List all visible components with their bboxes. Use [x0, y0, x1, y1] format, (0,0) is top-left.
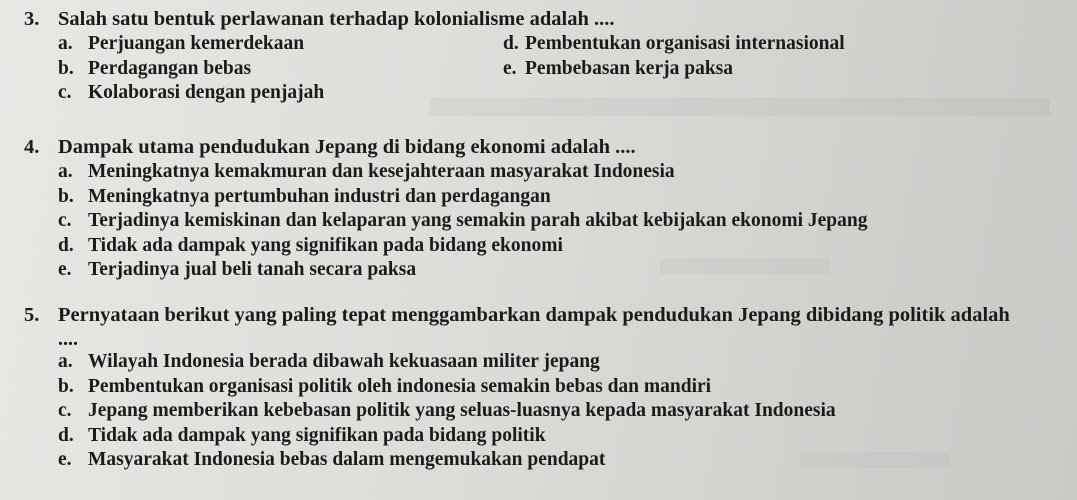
option-d	[58, 234, 1069, 259]
options-two-column	[58, 32, 1069, 106]
question-stem	[24, 6, 1069, 32]
option-d	[58, 424, 1069, 449]
option-d	[503, 32, 928, 57]
question-4	[24, 134, 1069, 283]
option-text: Masyarakat Indonesia bebas dalam mengemukakan pendapat	[88, 449, 606, 470]
question-3	[24, 6, 1069, 106]
question-5	[24, 302, 1069, 473]
option-letter: d.	[503, 33, 519, 54]
option-a	[58, 32, 483, 57]
option-e	[503, 57, 928, 82]
option-b	[58, 185, 1069, 210]
question-number: 4.	[24, 136, 40, 158]
option-letter: a.	[58, 161, 73, 182]
option-text: Terjadinya kemiskinan dan kelaparan yang semakin parah akibat kebijakan ekonomi Jepang	[88, 210, 868, 231]
options-left-column	[58, 32, 483, 106]
option-text: Pembentukan organisasi internasional	[525, 33, 845, 54]
question-text: Salah satu bentuk perlawanan terhadap kolonialisme adalah ....	[58, 8, 615, 30]
question-number: 3.	[24, 8, 40, 30]
options-right-column	[503, 32, 928, 106]
option-text: Perjuangan kemerdekaan	[88, 33, 305, 54]
option-letter: b.	[58, 57, 74, 79]
question-stem	[24, 134, 1069, 160]
option-letter: b.	[58, 375, 74, 397]
option-c	[58, 81, 483, 106]
option-letter: b.	[58, 185, 74, 207]
option-e	[58, 448, 1069, 473]
option-letter: a.	[58, 33, 73, 54]
option-a	[58, 350, 1069, 375]
option-text: Pembentukan organisasi politik oleh indonesia semakin bebas dan mandiri	[88, 375, 712, 397]
option-letter: d.	[58, 424, 74, 446]
option-b	[58, 375, 1069, 400]
option-a	[58, 160, 1069, 185]
option-c	[58, 399, 1069, 424]
option-text: Jepang memberikan kebebasan politik yang seluas-luasnya kepada masyarakat Indonesia	[88, 400, 836, 421]
option-text: Kolaborasi dengan penjajah	[88, 82, 325, 103]
option-b	[58, 57, 483, 82]
question-stem-continuation: ....	[58, 328, 78, 350]
option-text: Perdagangan bebas	[88, 57, 252, 79]
option-c	[58, 209, 1069, 234]
option-text: Pembebasan kerja paksa	[525, 57, 734, 79]
option-letter: e.	[58, 449, 72, 470]
option-letter: e.	[503, 57, 517, 79]
option-letter: c.	[58, 210, 72, 231]
option-letter: c.	[58, 82, 72, 103]
option-text: Wilayah Indonesia berada dibawah kekuasaan militer jepang	[88, 351, 600, 372]
question-stem	[24, 302, 1069, 328]
option-text: Meningkatnya kemakmuran dan kesejahteraan masyarakat Indonesia	[88, 161, 675, 182]
question-text: Pernyataan berikut yang paling tepat menggambarkan dampak pendudukan Jepang dibidang politik adalah	[58, 304, 1010, 326]
question-text: Dampak utama pendudukan Jepang di bidang ekonomi adalah ....	[58, 136, 636, 158]
option-letter: c.	[58, 400, 72, 421]
option-text: Tidak ada dampak yang signifikan pada bidang politik	[88, 424, 546, 446]
option-text: Meningkatnya pertumbuhan industri dan perdagangan	[88, 185, 551, 207]
option-letter: a.	[58, 351, 73, 372]
option-letter: d.	[58, 234, 74, 256]
option-e	[58, 258, 1069, 283]
question-number: 5.	[24, 304, 40, 326]
option-text: Tidak ada dampak yang signifikan pada bidang ekonomi	[88, 234, 563, 256]
option-letter: e.	[58, 259, 72, 280]
option-text: Terjadinya jual beli tanah secara paksa	[88, 259, 417, 280]
